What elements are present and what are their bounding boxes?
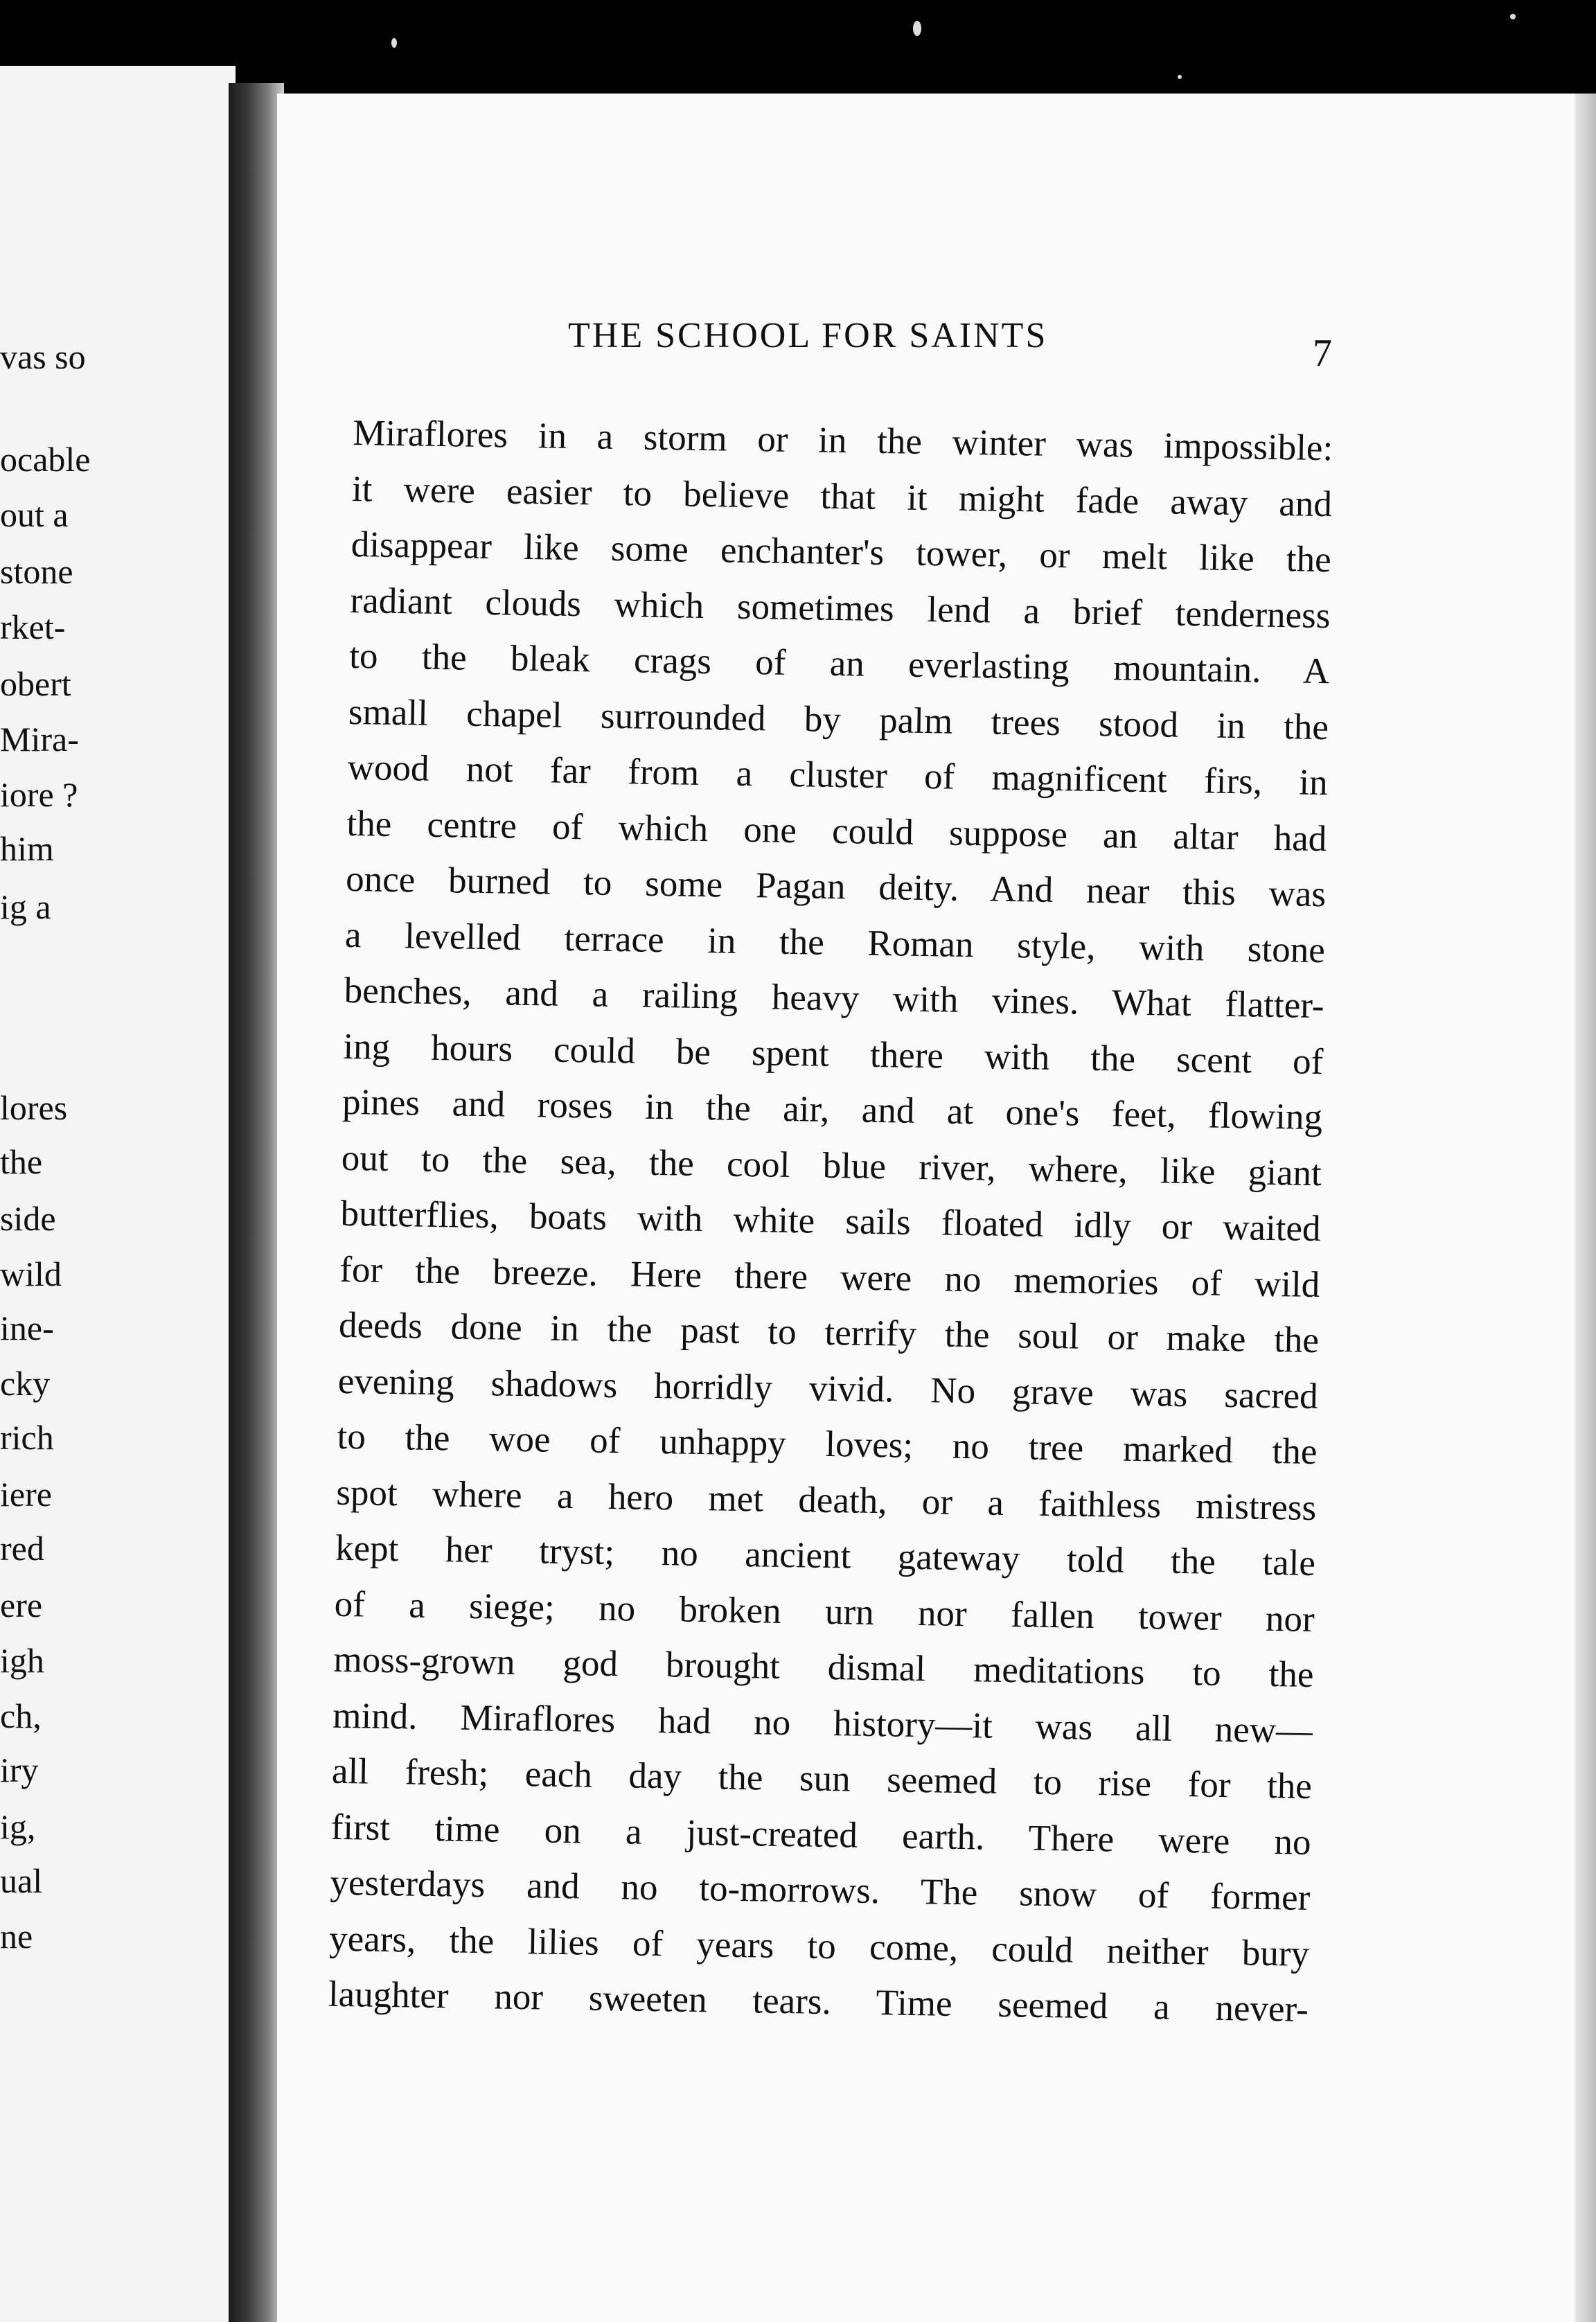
scan-speck — [1510, 14, 1516, 19]
body-line: spot where a hero met death, or a faithless mistress — [335, 1472, 1317, 1528]
page-edge-shadow — [1575, 94, 1596, 2322]
body-line: butterflies, boats with white sails floated idly or waited — [340, 1193, 1321, 1250]
book-gutter — [229, 83, 284, 2322]
body-line: radiant clouds which sometimes lend a brief tenderness — [350, 580, 1331, 636]
left-page-fragment: rich — [0, 1418, 54, 1457]
body-line: laughter nor sweeten tears. Time seemed a never- — [328, 1974, 1309, 2030]
body-line: Miraflores in a storm or in the winter was impossible: — [352, 412, 1333, 469]
body-line: to the bleak crags of an everlasting mountain. A — [348, 635, 1330, 692]
body-line: years, the lilies of years to come, could neither bury — [328, 1918, 1310, 1974]
body-line: benches, and a railing heavy with vines. What flatter- — [344, 970, 1325, 1027]
left-page-fragment: wild — [0, 1255, 62, 1293]
left-facing-page — [0, 66, 236, 2322]
left-page-fragment: lores — [0, 1088, 68, 1127]
left-page-text-fragments — [0, 66, 236, 2322]
body-line: kept her tryst; no ancient gateway told the tale — [335, 1527, 1316, 1584]
left-page-fragment: ch, — [0, 1696, 42, 1735]
body-line: first time on a just-created earth. There were no — [330, 1807, 1312, 1863]
left-page-fragment: ere — [0, 1586, 43, 1624]
left-page-fragment: him — [0, 829, 54, 868]
left-page-fragment: Mira- — [0, 720, 79, 759]
left-page-fragment: rket- — [0, 608, 66, 646]
left-page-fragment: red — [0, 1529, 44, 1568]
body-line: once burned to some Pagan deity. And near this was — [345, 858, 1327, 915]
left-page-fragment: ocable — [0, 440, 91, 479]
body-line: the centre of which one could suppose an altar had — [346, 803, 1327, 859]
body-line: small chapel surrounded by palm trees stood in the — [348, 691, 1329, 747]
body-line: out to the sea, the cool blue river, where, like giant — [341, 1137, 1322, 1194]
left-page-fragment: side — [0, 1199, 56, 1238]
body-line: moss-grown god brought dismal meditations to the — [333, 1639, 1314, 1695]
left-page-fragment: igh — [0, 1641, 44, 1680]
left-page-fragment: ne — [0, 1917, 33, 1956]
left-page-fragment: ual — [0, 1861, 43, 1900]
body-line: it were easier to believe that it might fade away and — [351, 468, 1333, 524]
body-line: a levelled terrace in the Roman style, with stone — [344, 914, 1326, 971]
left-page-fragment: out a — [0, 495, 69, 534]
body-line: evening shadows horridly vivid. No grave was sacred — [337, 1361, 1319, 1417]
left-page-fragment: stone — [0, 552, 73, 591]
body-line: pines and roses in the air, and at one's feet, flowing — [342, 1081, 1323, 1138]
scan-speck — [913, 21, 921, 36]
body-line: wood not far from a cluster of magnificent firs, in — [347, 747, 1329, 804]
page-number: 7 — [1313, 332, 1332, 375]
left-page-fragment: ig a — [0, 887, 51, 926]
body-line: mind. Miraflores had no history—it was all new— — [332, 1695, 1313, 1751]
body-line: of a siege; no broken urn nor fallen tower nor — [334, 1584, 1315, 1640]
left-page-fragment: iry — [0, 1751, 39, 1789]
body-line: ing hours could be spent there with the scent of — [343, 1026, 1324, 1082]
left-page-fragment: vas so — [0, 337, 86, 376]
left-page-fragment: iore ? — [0, 775, 78, 814]
left-page-fragment: the — [0, 1142, 43, 1181]
body-line: disappear like some enchanter's tower, or melt like the — [351, 524, 1332, 580]
body-line: yesterdays and no to-morrows. The snow of former — [330, 1862, 1311, 1918]
left-page-fragment: ig, — [0, 1807, 36, 1846]
body-text — [328, 405, 1333, 2037]
body-line: all fresh; each day the sun seemed to rise for the — [331, 1751, 1313, 1807]
left-page-fragment: obert — [0, 664, 71, 703]
left-page-fragment: ine- — [0, 1309, 54, 1347]
scan-speck — [1178, 75, 1182, 79]
body-line: deeds done in the past to terrify the soul or make the — [338, 1304, 1320, 1361]
left-page-fragment: iere — [0, 1475, 52, 1514]
running-head: THE SCHOOL FOR SAINTS — [568, 316, 1048, 355]
scan-speck — [391, 38, 397, 48]
body-line: for the breeze. Here there were no memories of wild — [339, 1249, 1320, 1305]
left-page-fragment: cky — [0, 1364, 51, 1403]
body-line: to the woe of unhappy loves; no tree marked the — [337, 1416, 1318, 1473]
